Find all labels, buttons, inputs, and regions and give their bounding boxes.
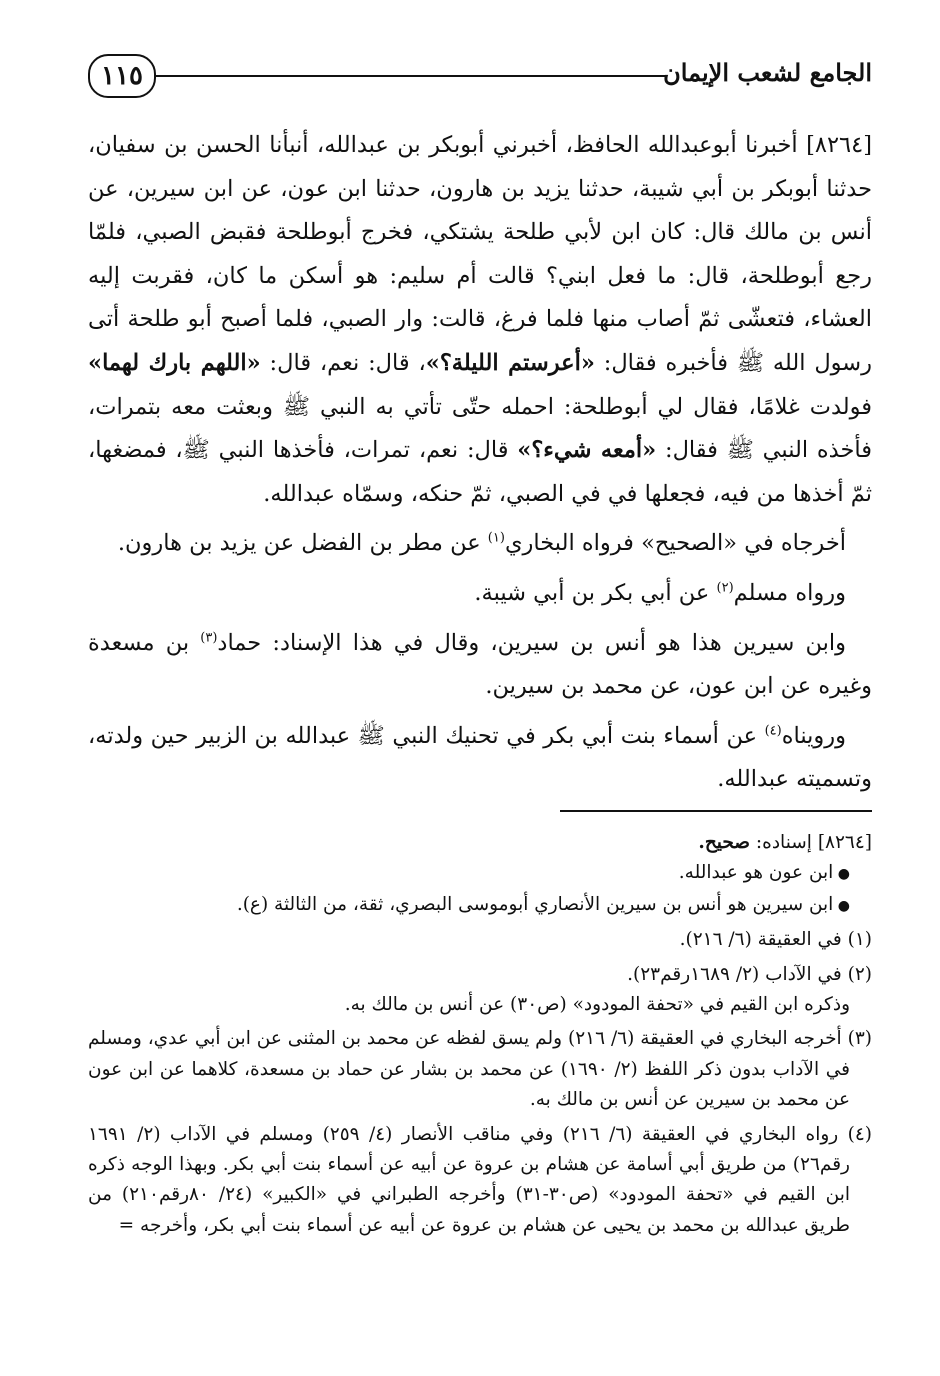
para-4-after: عن أسماء بنت أبي بكر في تحنيك النبي ﷺ عبدالله بن الزبير حين ولدته، وتسميته عبدالله. (88, 722, 872, 793)
para-1-before: أخرجاه في «الصحيح» فرواه البخاري (504, 530, 846, 557)
takhrij-paragraph-4 (88, 715, 872, 802)
takhrij-paragraph-2 (88, 572, 872, 616)
takhrij-paragraph-3 (88, 622, 872, 709)
hadith-text: أخبرنا أبوعبدالله الحافظ، أخبرني أبوبكر بن عبدالله، أنبأنا الحسن بن سفيان، حدثنا أبوبكر بن أبي شيبة، حدثنا يزيد بن هارون، حدثنا ابن عون، عن ابن سيرين، عن أنس بن مالك قال: كان ابن لأبي طلحة يشتكي، فخرج أبوطلحة فقبض الصبي، فلمّا رجع أبوطلحة، قال: ما فعل ابني؟ قالت أم سليم: هو أسكن ما كان، فقربت إليه العشاء، فتعشّى ثمّ أصاب منها فلما فرغ، قالت: وار الصبي، فلما أصبح أبو طلحة أتى رسول الله ﷺ فأخبره فقال: (88, 132, 873, 376)
main-text (88, 124, 872, 802)
grading-number: [٨٢٦٤] (817, 832, 872, 853)
para-2-before: ورواه مسلم (733, 579, 846, 606)
footnote-2: (٢) في الآداب (٢/ ١٦٨٩رقم٢٣). (627, 963, 872, 985)
hadith-text-4: قال: نعم، تمرات، فأخذها النبي ﷺ، فمضغها، ثمّ أخذها من فيه، فجعلها في في الصبي، ثمّ حنكه، وسمّاه عبدالله. (88, 437, 872, 507)
prophet-quote-2: «اللهم بارك لهما» (88, 349, 261, 376)
footnote-2-note: وذكره ابن القيم في «تحفة المودود» (ص٣٠) عن أنس بن مالك به. (344, 994, 850, 1016)
page-header (88, 52, 872, 102)
header-rule (156, 75, 667, 77)
footnote-3: (٣) أخرجه البخاري في العقيقة (٦/ ٢١٦) ولم يسق لفظه عن محمد بن المثنى عن ابن أبي عدي، ومسلم في الآداب بدون ذكر اللفظ (٢/ ١٦٩٠) عن محمد بن بشار عن حماد بن مسعدة، كلاهما عن ابن عون عن محمد بن سيرين عن أنس بن مالك به. (88, 1028, 872, 1111)
narrator-note-2: ● ابن سيرين هو أنس بن سيرين الأنصاري أبوموسى البصري، ثقة، من الثالثة (ع). (88, 890, 872, 921)
hadith-text-3: فولدت غلامًا، فقال لي أبوطلحة: احمله حتّى تأتي به النبي ﷺ وبعثت معه بتمرات، فأخذه النبي ﷺ فقال: (88, 393, 872, 464)
prophet-quote-1: «أعرستم الليلة؟» (425, 349, 595, 376)
footnote-1: (١) في العقيقة (٦/ ٢١٦). (679, 929, 872, 951)
book-title: الجامع لشعب الإيمان (663, 58, 872, 87)
para-4-before: ورويناه (781, 722, 846, 749)
grading-value: صحيح. (698, 832, 750, 853)
footnote-ref-2: (٢) (716, 580, 734, 596)
footnote-ref-4: (٤) (764, 723, 782, 739)
grading-line (88, 828, 872, 858)
takhrij-paragraph-1 (88, 522, 872, 566)
prophet-quote-3: «أمعه شيء؟» (517, 437, 657, 464)
footnote-separator (560, 810, 872, 812)
para-3-before: وابن سيرين هذا هو أنس بن سيرين، وقال في هذا الإسناد: حماد (217, 629, 846, 656)
para-3-after: بن مسعدة وغيره عن ابن عون، عن محمد بن سيرين. (88, 629, 872, 700)
hadith-paragraph (88, 124, 872, 516)
para-1-after: عن مطر بن الفضل عن يزيد بن هارون. (117, 530, 488, 557)
footnotes (88, 828, 872, 1241)
page-number: ١١٥ (88, 54, 156, 98)
para-2-after: عن أبي بكر بن أبي شيبة. (474, 579, 717, 606)
hadith-text-2: ، قال: نعم، قال: (269, 349, 426, 376)
grading-label: إسناده: (755, 832, 812, 853)
footnote-4: (٤) رواه البخاري في العقيقة (٦/ ٢١٦) وفي مناقب الأنصار (٤/ ٢٥٩) ومسلم في الآداب (٢/ ١٦٩١ رقم٢٦) من طريق أبي أسامة عن هشام بن عروة عن أبيه عن أسماء بنت أبي بكر. وبهذا الوجه ذكره ابن القيم في «تحفة المودود» (ص٣٠-٣١) وأخرجه الطبراني في «الكبير» (٢٤/ ٨٠رقم٢١٠) من طريق عبدالله بن محمد بن يحيى عن هشام بن عروة عن أبيه عن أسماء بنت أبي بكر، وأخرجه = (88, 1123, 872, 1236)
narrator-note-1: ● ابن عون هو عبدالله. (88, 858, 872, 889)
footnote-ref-1: (١) (487, 530, 505, 546)
hadith-number: [٨٢٦٤] (806, 132, 872, 158)
footnote-ref-3: (٣) (200, 630, 218, 646)
